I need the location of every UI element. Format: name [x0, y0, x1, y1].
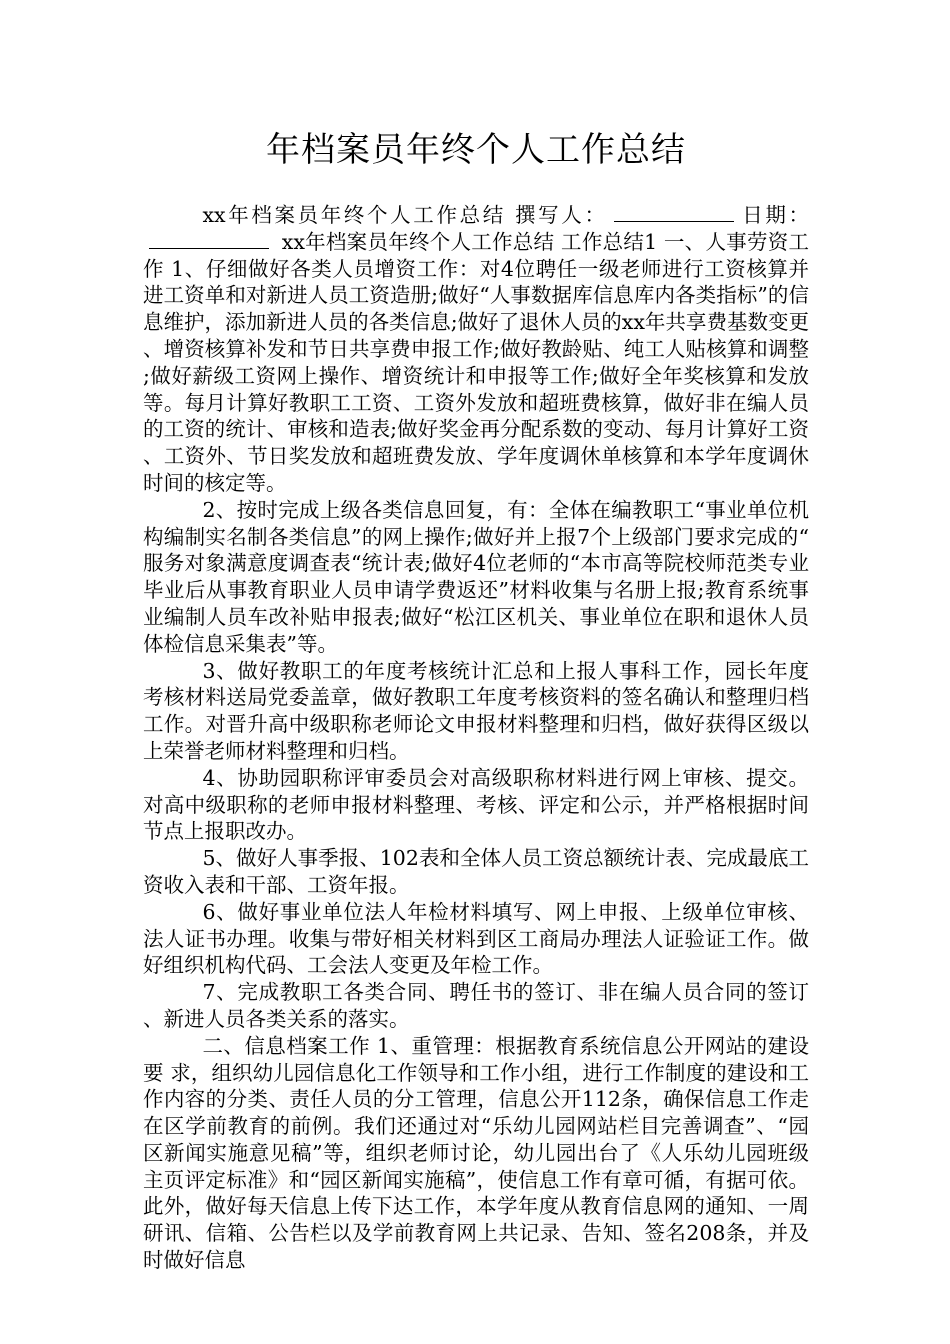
date-label: 日期： [739, 203, 810, 227]
paragraph: 7、完成教职工各类合同、聘任书的签订、非在编人员合同的签订、新进人员各类关系的落实。 [143, 980, 809, 1031]
date-blank [149, 230, 269, 249]
paragraph: 3、做好教职工的年度考核统计汇总和上报人事科工作，园长年度考核材料送局党委盖章，做好教职工年度考核资料的签名确认和整理归档工作。对晋升高中级职称老师论文申报材料整理和归档，做好获得区级以上荣誉老师材料整理和归档。 [143, 658, 809, 763]
paragraph: 6、做好事业单位法人年检材料填写、网上申报、上级单位审核、法人证书办理。收集与带好相关材料到区工商局办理法人证验证工作。做好组织机构代码、工会法人变更及年检工作。 [143, 899, 809, 978]
paragraph-header [143, 202, 809, 497]
paragraph: 二、信息档案工作 1、重管理：根据教育系统信息公开网站的建设要 求，组织幼儿园信息化工作领导和工作小组，进行工作制度的建设和工作内容的分类、责任人员的分工管理，信息公开112条，确保信息工作走在区学前教育的前例。我们还通过对“乐幼儿园网站栏目完善调查”、“园区新闻实施意见稿”等，组织老师讨论，幼儿园出台了《人乐幼儿园班级主页评定标准》和“园区新闻实施稿”，使信息工作有章可循，有据可依。此外，做好每天信息上传下达工作，本学年度从教育信息网的通知、一周研讯、信箱、公告栏以及学前教育网上共记录、告知、签名208条，并及时做好信息 [143, 1033, 809, 1273]
paragraph: 4、协助园职称评审委员会对高级职称材料进行网上审核、提交。对高中级职称的老师申报材料整理、考核、评定和公示，并严格根据时间节点上报职改办。 [143, 765, 809, 844]
author-blank [614, 203, 734, 222]
paragraph: 5、做好人事季报、102表和全体人员工资总额统计表、完成最底工资收入表和干部、工资年报。 [143, 846, 809, 897]
document-body [143, 202, 809, 1274]
paragraph-text: xx年档案员年终个人工作总结 工作总结1 一、人事劳资工作 1、仔细做好各类人员增资工作：对4位聘任一级老师进行工资核算并进工资单和对新进人员工资造册;做好“人事数据库信息库内各类指标”的信息维护，添加新进人员的各类信息;做好了退休人员的xx年共享费基数变更、增资核算补发和节日共享费申报工作;做好教龄贴、纯工人贴核算和调整;做好薪级工资网上操作、增资统计和申报等工作;做好全年奖核算和发放等。每月计算好教职工工资、工资外发放和超班费核算，做好非在编人员的工资的统计、审核和造表;做好奖金再分配系数的变动、每月计算好工资、工资外、节日奖发放和超班费发放、学年度调休单核算和本学年度调休时间的核定等。 [143, 229, 809, 495]
paragraph: 2、按时完成上级各类信息回复，有：全体在编教职工“事业单位机构编制实名制各类信息”的网上操作;做好并上报7个上级部门要求完成的“服务对象满意度调查表“统计表;做好4位老师的“本市高等院校师范类专业毕业后从事教育职业人员申请学费返还”材料收集与名册上报;教育系统事业编制人员车改补贴申报表;做好“松江区机关、事业单位在职和退休人员体检信息采集表”等。 [143, 497, 809, 656]
document-title: 年档案员年终个人工作总结 [266, 130, 686, 170]
header-prefix: xx年档案员年终个人工作总结 撰写人： [202, 203, 608, 227]
